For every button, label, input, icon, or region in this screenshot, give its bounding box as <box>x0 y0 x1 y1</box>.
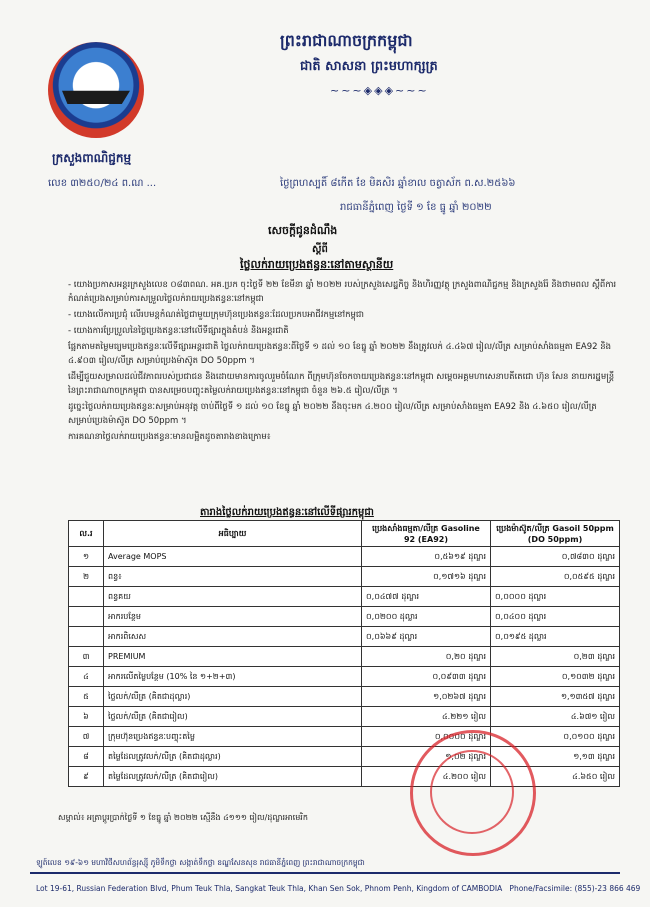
row-gasoil: ០,០១០០ ដុល្លារ <box>491 727 620 747</box>
row-gasoil: ០,២៣ ដុល្លារ <box>491 647 620 667</box>
row-desc: អាករលើតម្លៃបន្ថែម (10% នៃ ១+២+៣) <box>104 667 362 687</box>
row-gasoline: ០,៥៦១៩ ដុល្លារ <box>362 547 491 567</box>
table-row <box>69 747 620 767</box>
row-no <box>69 607 104 627</box>
table-row <box>69 647 620 667</box>
body-paragraph: ដើម្បីជួយសម្រាលដល់ជីវភាពរបស់ប្រជាជន និងដោយមានការចូលរួមចំណែក ពីក្រុមហ៊ុនចែកចាយប្រេងឥន្ធនៈនៅកម្ពុជា សម្តេចអគ្គមហាសេនាបតីតេជោ ហ៊ុន សែន នាយករដ្ឋមន្ត្រី នៃព្រះរាជាណាចក្រកម្ពុជា បានសម្រេចបញ្ចុះតម្លៃលក់រាយប្រេងឥន្ធនៈនៅកម្ពុជា ចំនួន ២៦.៥ រៀល/លីត្រ ។ <box>68 372 615 396</box>
row-gasoil: ០,០០០០ ដុល្លារ <box>491 587 620 607</box>
table-row <box>69 707 620 727</box>
body-paragraph: ផ្អែកតាមតម្លៃមធ្យមប្រេងឥន្ធនៈលើទីផ្សារអន្តរជាតិ ថ្លៃលក់រាយប្រេងឥន្ធនៈពីថ្ងៃទី ១ ដល់ ១០ ខែធ្នូ ឆ្នាំ ២០២២ នឹងត្រូវលក់ ៤.៤៦៧ រៀល/លីត្រ សម្រាប់សាំងធម្មតា EA92 និង ៤.៩០៣ រៀល/លីត្រ សម្រាប់ប្រេងម៉ាស៊ូត DO 50ppm ។ <box>68 342 612 366</box>
row-gasoil: ១,១៣៥៧ ដុល្លារ <box>491 687 620 707</box>
reference-number: លេខ ៣២៥០/២៤ ព.ណ ... <box>48 178 157 189</box>
price-table <box>68 520 620 787</box>
table-row <box>69 587 620 607</box>
row-gasoil: ០,០៤០០ ដុល្លារ <box>491 607 620 627</box>
row-no: ២ <box>69 567 104 587</box>
header-gasoil: ប្រេងម៉ាស៊ូត/លីត្រ Gasoil 50ppm (DO 50ppm) <box>491 521 620 547</box>
ministry-name: ក្រសួងពាណិជ្ជកម្ម <box>52 151 132 165</box>
footer-address-en-text: Lot 19-61, Russian Federation Blvd, Phum Teuk Thla, Sangkat Teuk Thla, Khan Sen Sok, Phnom Penh, Kingdom of CAMBODIA <box>36 884 503 893</box>
kingdom-heading: ព្រះរាជាណាចក្រកម្ពុជា <box>280 31 413 50</box>
row-gasoil: ០,០១៩៥ ដុល្លារ <box>491 627 620 647</box>
row-desc: ពន្ធ៖ <box>104 567 362 587</box>
row-no: ៣ <box>69 647 104 667</box>
table-row <box>69 547 620 567</box>
row-no: ៨ <box>69 747 104 767</box>
row-desc: តម្លៃដែលត្រូវលក់/លីត្រ (គិតជារៀល) <box>104 767 362 787</box>
notice-title: សេចក្តីជូនដំណឹង <box>268 224 338 237</box>
notice-body <box>68 278 620 446</box>
footer-divider <box>30 872 620 874</box>
row-no: ៩ <box>69 767 104 787</box>
row-gasoline: ០,០៩៣៣ ដុល្លារ <box>362 667 491 687</box>
official-stamp-inner <box>430 750 514 834</box>
city-date: រាជធានីភ្នំពេញ ថ្ងៃទី ១ ខែ ធ្នូ ឆ្នាំ ២០២២ <box>340 202 492 213</box>
header-no: ល.រ <box>69 521 104 547</box>
footer-address-en <box>36 884 640 893</box>
table-row <box>69 607 620 627</box>
row-no: ៧ <box>69 727 104 747</box>
body-paragraph: - យោងការប្រែប្រួលនៃថ្លៃប្រេងឥន្ធនៈនៅលើទីផ្សារក្នុងតំបន់ និងអន្តរជាតិ <box>68 326 289 336</box>
row-gasoline: ៤.២២១ រៀល <box>362 707 491 727</box>
row-no: ១ <box>69 547 104 567</box>
row-gasoline: ០,២០ ដុល្លារ <box>362 647 491 667</box>
exchange-rate-note: សម្គាល់៖ អត្រាប្តូរប្រាក់ថ្ងៃទី ១ ខែធ្នូ ឆ្នាំ ២០២២ ស្មើនឹង ៤១១១ រៀល/ដុល្លារអាមេរិក <box>58 813 308 822</box>
row-gasoline: ០,០៤៧៧ ដុល្លារ <box>362 587 491 607</box>
row-desc: PREMIUM <box>104 647 362 667</box>
row-gasoline: ០,០០០០ ដុល្លារ <box>362 727 491 747</box>
row-gasoil: ០,៧៨៣០ ដុល្លារ <box>491 547 620 567</box>
row-gasoline: ០,០៦៦៩ ដុល្លារ <box>362 627 491 647</box>
row-desc: ថ្លៃលក់/លីត្រ (គិតជាដុល្លារ) <box>104 687 362 707</box>
row-gasoil: ៤.៦៥០ រៀល <box>491 767 620 787</box>
table-caption: តារាងថ្លៃលក់រាយប្រេងឥន្ធនៈនៅលើទីផ្សារកម្ពុជា <box>200 507 374 518</box>
table-row <box>69 727 620 747</box>
header-description: អធិប្បាយ <box>104 521 362 547</box>
row-desc: អាករបន្ថែម <box>104 607 362 627</box>
row-gasoline: ១,០២៦៧ ដុល្លារ <box>362 687 491 707</box>
row-gasoline: ០,១៧១៦ ដុល្លារ <box>362 567 491 587</box>
notice-subtitle: ស្តីពី <box>312 244 328 255</box>
body-paragraph: - យោងលើការប្រជុំ លើរបមន្តកំណត់ថ្លៃជាមួយក្រុមហ៊ុនប្រេងឥន្ធនៈដែលប្រកបអាជីវកម្មនៅកម្ពុជា <box>68 310 364 320</box>
row-gasoline: ១,០២ ដុល្លារ <box>362 747 491 767</box>
row-gasoline: ៤.២០០ រៀល <box>362 767 491 787</box>
row-gasoil: ១,១៣ ដុល្លារ <box>491 747 620 767</box>
row-no <box>69 627 104 647</box>
row-desc: ពន្ធគយ <box>104 587 362 607</box>
footer-phone: Phone/Facsimile: (855)-23 866 469 <box>509 884 641 893</box>
row-desc: អាករពិសេស <box>104 627 362 647</box>
table-row <box>69 627 620 647</box>
header-gasoline: ប្រេងសាំងធម្មតា/លីត្រ Gasoline 92 (EA92) <box>362 521 491 547</box>
ornament: ~~~◈◈◈~~~ <box>330 84 429 97</box>
row-desc: ថ្លៃលក់/លីត្រ (គិតជារៀល) <box>104 707 362 727</box>
table-row <box>69 687 620 707</box>
footer-address-km: ឡូត៍លេខ ១៩-៦១ មហាវិថីសហព័ន្ធរុស្ស៊ី ភូមិទឹកថ្លា សង្កាត់ទឹកថ្លា ខណ្ឌសែនសុខ រាជធានីភ្នំពេញ ព្រះរាជាណាចក្រកម្ពុជា <box>36 858 365 867</box>
row-desc: ក្រុមហ៊ុនប្រេងឥន្ធនៈបញ្ចុះតម្លៃ <box>104 727 362 747</box>
table-row <box>69 767 620 787</box>
row-desc: Average MOPS <box>104 547 362 567</box>
table-row <box>69 567 620 587</box>
row-no: ៦ <box>69 707 104 727</box>
row-gasoil: ៤.៦៧១ រៀល <box>491 707 620 727</box>
lunar-date: ថ្ងៃព្រហស្បតិ៍ ៨កើត ខែ មិគសិរ ឆ្នាំខាល ចត្វាស័ក ព.ស.២៥៦៦ <box>280 178 516 189</box>
body-paragraph: ដូច្នេះថ្លៃលក់រាយប្រេងឥន្ធនៈសម្រាប់អនុវត្ត ចាប់ពីថ្ងៃទី ១ ដល់ ១០ ខែធ្នូ ឆ្នាំ ២០២២ នឹងចុះមក ៤.២០០ រៀល/លីត្រ សម្រាប់សាំងធម្មតា EA92 និង ៤.៦៥០ រៀល/លីត្រ សម្រាប់ប្រេងម៉ាស៊ូត DO 50ppm ។ <box>68 402 597 426</box>
row-gasoil: ០,១០៣២ ដុល្លារ <box>491 667 620 687</box>
ministry-logo <box>48 42 144 138</box>
row-no <box>69 587 104 607</box>
row-gasoline: ០,០២០០ ដុល្លារ <box>362 607 491 627</box>
table-row <box>69 667 620 687</box>
row-no: ៤ <box>69 667 104 687</box>
notice-topic: ថ្លៃលក់រាយប្រេងឥន្ធនៈនៅតាមស្ថានីយ <box>240 258 394 271</box>
row-no: ៥ <box>69 687 104 707</box>
national-motto: ជាតិ សាសនា ព្រះមហាក្សត្រ <box>300 59 438 74</box>
row-desc: តម្លៃដែលត្រូវលក់/លីត្រ (គិតជាដុល្លារ) <box>104 747 362 767</box>
row-gasoil: ០,០៥៩៥ ដុល្លារ <box>491 567 620 587</box>
body-paragraph: ការគណនាថ្លៃលក់រាយប្រេងឥន្ធនៈមានលម្អិតដូចតារាងខាងក្រោម៖ <box>68 432 271 442</box>
body-paragraph: - យោងប្រកាសអន្តរក្រសួងលេខ ០៨៣ពណ. អគ.ប្រក ចុះថ្ងៃទី ២២ ខែមីនា ឆ្នាំ ២០២២ របស់ក្រសួងសេដ្ឋកិច្ច និងហិរញ្ញវត្ថុ ក្រសួងពាណិជ្ជកម្ម និងក្រសួងរ៉ែ និងថាមពល ស្តីពីការកំណត់ប្រេងសម្រាប់ការសម្រួលថ្លៃលក់រាយប្រេងឥន្ធនៈនៅកម្ពុជា <box>68 280 617 304</box>
